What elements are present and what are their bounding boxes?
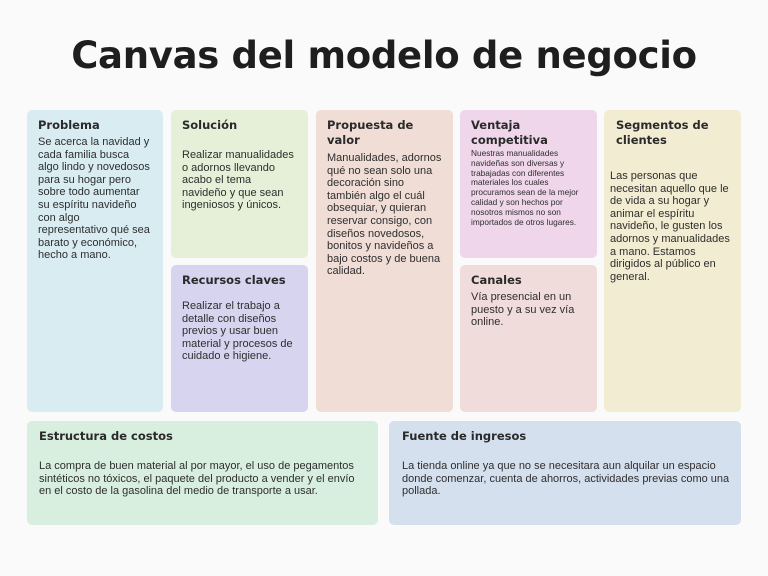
block-text: Las personas que necesitan aquello que le de vida a su hogar y animar el espíritu navideño, le gusten los adornos y manualidades a mano. Estamos dirigidos al público en general.: [610, 170, 730, 283]
block-segmentos-de-clientes: [604, 110, 741, 412]
block-recursos-claves: [171, 265, 308, 412]
block-heading: Problema: [38, 118, 100, 132]
block-ventaja-competitiva: [460, 110, 597, 258]
block-heading: Ventaja competitiva: [471, 118, 548, 147]
block-text: Manualidades, adornos qué no sean solo una decoración sino también algo el cuál obsequiar, y quieran reservar consigo, con diseños novedosos, bonitos y navideños a bajo costos y de buena calidad.: [327, 152, 442, 278]
block-heading: Solución: [182, 118, 238, 132]
block-text: La tienda online ya que no se necesitara aun alquilar un espacio donde comenzar, cuenta de ahorros, actividades previas como una pollada.: [402, 460, 730, 498]
block-text: Realizar manualidades o adornos llevando acabo el tema navideño y que sean ingeniosos y únicos.: [182, 149, 294, 212]
block-heading: Fuente de ingresos: [402, 429, 527, 443]
block-heading: Estructura de costos: [39, 429, 173, 443]
block-heading: Propuesta de valor: [327, 118, 414, 147]
block-estructura-de-costos: [27, 421, 378, 525]
block-text: Realizar el trabajo a detalle con diseños previos y usar buen material y procesos de cuidado e higiene.: [182, 300, 293, 363]
block-fuente-de-ingresos: [389, 421, 741, 525]
block-text: Se acerca la navidad y cada familia busca algo lindo y novedosos para su hogar pero sobre todo aumentar su espíritu navideño con algo representativo qué sea barato y económico, hecho a mano.: [38, 136, 150, 262]
block-text: Nuestras manualidades navideñas son diversas y trabajadas con diferentes materiales los cuales procuramos sean de la mejor calidad y son hechos por nosotros mismos no son importados de otros lugares.: [471, 148, 579, 227]
block-heading: Segmentos de clientes: [616, 118, 709, 147]
block-heading: Canales: [471, 273, 522, 287]
page-title: Canvas del modelo de negocio: [71, 34, 697, 77]
block-text: La compra de buen material al por mayor, el uso de pegamentos sintéticos no tóxicos, el paquete del producto a vender y el envío en el costo de la gasolina del medio de transporte a usar.: [39, 460, 355, 498]
block-propuesta-de-valor: [316, 110, 453, 412]
block-problema: [27, 110, 163, 412]
block-text: Vía presencial en un puesto y a su vez vía online.: [471, 291, 575, 329]
block-heading: Recursos claves: [182, 273, 286, 287]
block-canales: [460, 265, 597, 412]
block-solucion: [171, 110, 308, 258]
